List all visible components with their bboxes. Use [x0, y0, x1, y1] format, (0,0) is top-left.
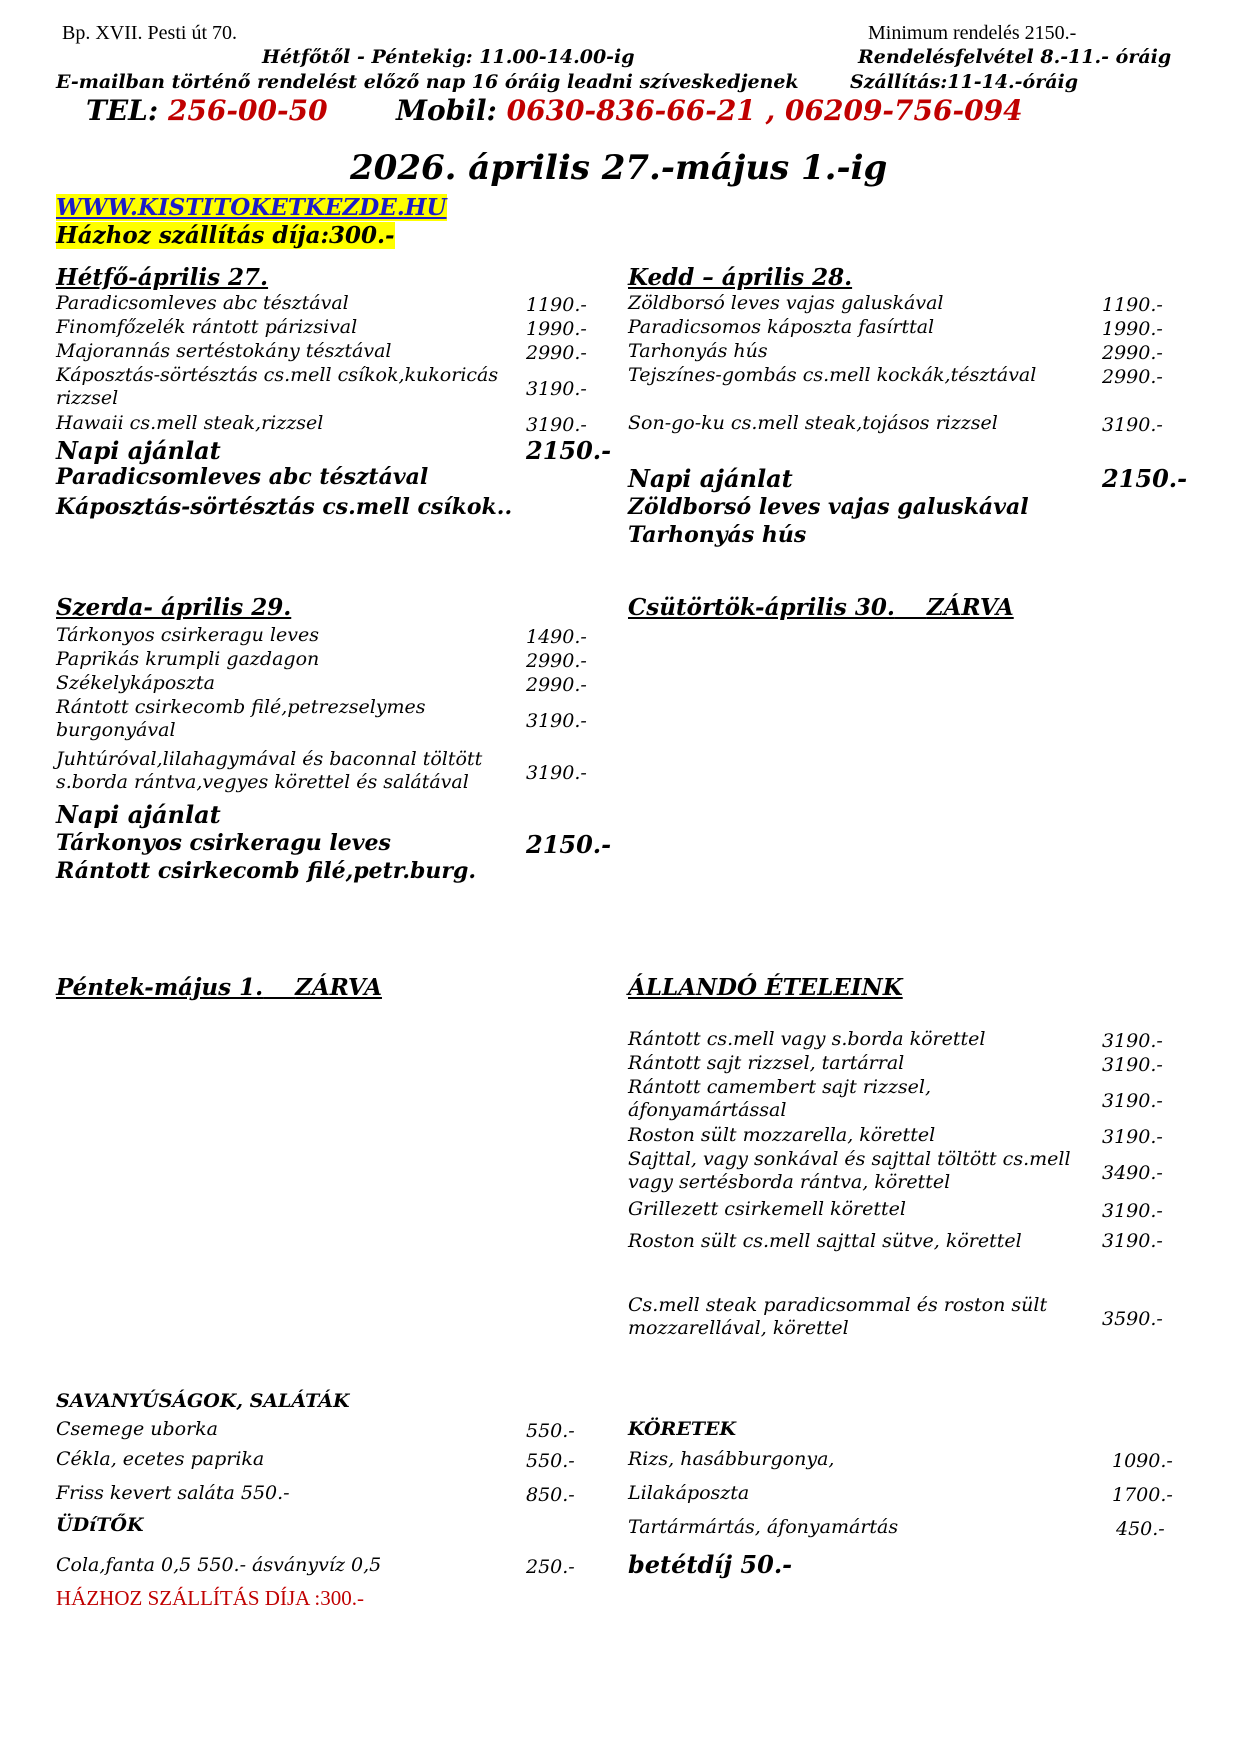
friday-date: Péntek-május 1.: [56, 974, 264, 1001]
pickles-heading: SAVANYÚSÁGOK, SALÁTÁK: [56, 1390, 350, 1412]
menu-item-name: Tejszínes-gombás cs.mell kockák,tésztával: [628, 364, 1037, 386]
thursday-date: Csütörtök-április 30.: [628, 594, 895, 621]
menu-item-price: 1090.-: [1112, 1450, 1173, 1472]
menu-item-price: 1990.-: [526, 318, 587, 340]
menu-item-name: Cékla, ecetes paprika: [56, 1448, 265, 1470]
menu-item-name: Káposztás-sörtésztás cs.mell csíkok,kukoricás rizzsel: [56, 364, 499, 409]
menu-item-name: Tárkonyos csirkeragu leves: [56, 624, 319, 646]
menu-item-name: Cs.mell steak paradicsommal és roston sült mozzarellával, körettel: [628, 1294, 1048, 1339]
email-note: E-mailban történő rendelést előző nap 16 óráig leadni szíveskedjenek: [56, 71, 799, 93]
menu-item-price: 2990.-: [526, 650, 587, 672]
menu-item-name: Rizs, hasábburgonya,: [628, 1448, 835, 1470]
menu-item-name: Székelykáposzta: [56, 672, 216, 694]
napi-item: Rántott csirkecomb filé,petr.burg.: [56, 858, 477, 884]
napi-item: Káposztás-sörtésztás cs.mell csíkok..: [56, 494, 513, 520]
menu-item-name: Roston sült mozzarella, körettel: [628, 1124, 936, 1146]
menu-item-name: Rántott camembert sajt rizzsel, áfonyamártással: [628, 1076, 932, 1121]
order-time: Rendelésfelvétel 8.-11.- óráig: [858, 46, 1172, 68]
napi-ajanlat-price: 2150.-: [1102, 464, 1188, 493]
tel-label: TEL:: [86, 94, 159, 127]
drinks-heading: ÜDíTŐK: [56, 1514, 144, 1536]
menu-item-name: Tartármártás, áfonyamártás: [628, 1516, 899, 1538]
menu-item-name: Paradicsomos káposzta fasírttal: [628, 316, 935, 338]
menu-item-name: Tarhonyás hús: [628, 340, 768, 362]
menu-item-name: Finomfőzelék rántott párizsival: [56, 316, 358, 338]
tuesday-heading: Kedd – április 28.: [628, 264, 853, 291]
napi-item: Paradicsomleves abc tésztával: [56, 464, 429, 490]
napi-ajanlat-label: Napi ajánlat: [628, 464, 793, 493]
delivery-fee-top: Házhoz szállítás díja:300.-: [56, 222, 395, 249]
menu-item-price: 1700.-: [1112, 1484, 1173, 1506]
menu-item-price: 450.-: [1116, 1518, 1165, 1540]
menu-item-price: 3190.-: [526, 762, 587, 784]
menu-item-name: Paprikás krumpli gazdagon: [56, 648, 320, 670]
page-title: 2026. április 27.-május 1.-ig: [350, 148, 888, 188]
minimum-order: Minimum rendelés 2150.-: [868, 22, 1077, 44]
menu-item-price: 3590.-: [1102, 1308, 1163, 1330]
menu-item-price: 3190.-: [1102, 1126, 1163, 1148]
friday-closed: ZÁRVA: [295, 974, 382, 1001]
menu-item-name: Roston sült cs.mell sajttal sütve, körettel: [628, 1230, 1022, 1252]
menu-item-name: Friss kevert saláta 550.-: [56, 1482, 290, 1504]
thursday-closed: ZÁRVA: [926, 594, 1014, 621]
napi-item: Zöldborsó leves vajas galuskával: [628, 494, 1029, 520]
tel-line: [86, 94, 328, 127]
tel-number[interactable]: 256-00-50: [167, 94, 328, 127]
menu-item-name: Majorannás sertéstokány tésztával: [56, 340, 392, 362]
menu-item-name: Son-go-ku cs.mell steak,tojásos rizzsel: [628, 412, 998, 434]
website-link[interactable]: [56, 194, 447, 221]
menu-item-price: 2990.-: [526, 674, 587, 696]
deposit-fee: betétdíj 50.-: [628, 1550, 793, 1579]
menu-item-price: 3490.-: [1102, 1162, 1163, 1184]
menu-item-price: 3190.-: [1102, 414, 1163, 436]
menu-item-name: Zöldborsó leves vajas galuskával: [628, 292, 944, 314]
napi-item: Tárkonyos csirkeragu leves: [56, 830, 391, 856]
menu-item-price: 2990.-: [526, 342, 587, 364]
menu-item-name: Lilakáposzta: [628, 1482, 750, 1504]
thursday-heading: [628, 594, 1014, 621]
menu-item-price: 2990.-: [1102, 342, 1163, 364]
mobil-label: Mobil:: [396, 94, 497, 127]
menu-item-price: 3190.-: [1102, 1200, 1163, 1222]
menu-item-price: 1190.-: [1102, 294, 1163, 316]
menu-item-name: Csemege uborka: [56, 1418, 219, 1440]
mobil-line: [396, 94, 1023, 127]
menu-item-name: Rántott cs.mell vagy s.borda körettel: [628, 1028, 986, 1050]
menu-item-price: 3190.-: [526, 710, 587, 732]
menu-item-price: 3190.-: [526, 378, 587, 400]
address: Bp. XVII. Pesti út 70.: [62, 22, 237, 44]
menu-item-price: 3190.-: [1102, 1230, 1163, 1252]
menu-item-price: 550.-: [526, 1420, 575, 1442]
menu-item-name: Grillezett csirkemell körettel: [628, 1198, 906, 1220]
napi-ajanlat-price: 2150.-: [526, 830, 612, 859]
friday-heading: [56, 974, 382, 1001]
menu-item-price: 250.-: [526, 1556, 575, 1578]
menu-item-price: 3190.-: [1102, 1030, 1163, 1052]
menu-item-price: 1490.-: [526, 626, 587, 648]
menu-item-price: 1990.-: [1102, 318, 1163, 340]
website-text[interactable]: WWW.KISTITOKETKEZDE.HU: [56, 194, 447, 221]
menu-item-price: 3190.-: [1102, 1054, 1163, 1076]
monday-heading: Hétfő-április 27.: [56, 264, 269, 291]
menu-item-price: 550.-: [526, 1450, 575, 1472]
menu-item-name: Sajttal, vagy sonkával és sajttal töltött cs.mell vagy sertésborda rántva, körettel: [628, 1148, 1071, 1193]
mobil-numbers[interactable]: 0630-836-66-21 , 06209-756-094: [506, 94, 1023, 127]
opening-hours: Hétfőtől - Péntekig: 11.00-14.00-ig: [262, 46, 635, 68]
delivery-time: Szállítás:11-14.-óráig: [850, 71, 1079, 93]
menu-item-price: 3190.-: [526, 414, 587, 436]
menu-item-name: Rántott csirkecomb filé,petrezselymes burgonyával: [56, 696, 426, 741]
permanent-heading: ÁLLANDÓ ÉTELEINK: [628, 974, 903, 1001]
menu-item-name: Paradicsomleves abc tésztával: [56, 292, 349, 314]
menu-item-price: 3190.-: [1102, 1090, 1163, 1112]
wednesday-heading: Szerda- április 29.: [56, 594, 292, 621]
napi-ajanlat-price: 2150.-: [526, 436, 612, 465]
delivery-fee-bottom: HÁZHOZ SZÁLLÍTÁS DÍJA :300.-: [56, 1586, 364, 1610]
menu-item-name: Cola,fanta 0,5 550.- ásványvíz 0,5: [56, 1554, 382, 1576]
menu-item-name: Rántott sajt rizzsel, tartárral: [628, 1052, 905, 1074]
menu-item-price: 2990.-: [1102, 366, 1163, 388]
sides-heading: KÖRETEK: [628, 1418, 736, 1440]
menu-item-name: Hawaii cs.mell steak,rizzsel: [56, 412, 324, 434]
menu-item-price: 850.-: [526, 1484, 575, 1506]
napi-ajanlat-label: Napi ajánlat: [56, 436, 221, 465]
menu-item-name: Juhtúróval,lilahagymával és baconnal töltött s.borda rántva,vegyes körettel és salátával: [56, 748, 483, 793]
napi-ajanlat-label: Napi ajánlat: [56, 800, 221, 829]
napi-item: Tarhonyás hús: [628, 522, 807, 548]
menu-item-price: 1190.-: [526, 294, 587, 316]
